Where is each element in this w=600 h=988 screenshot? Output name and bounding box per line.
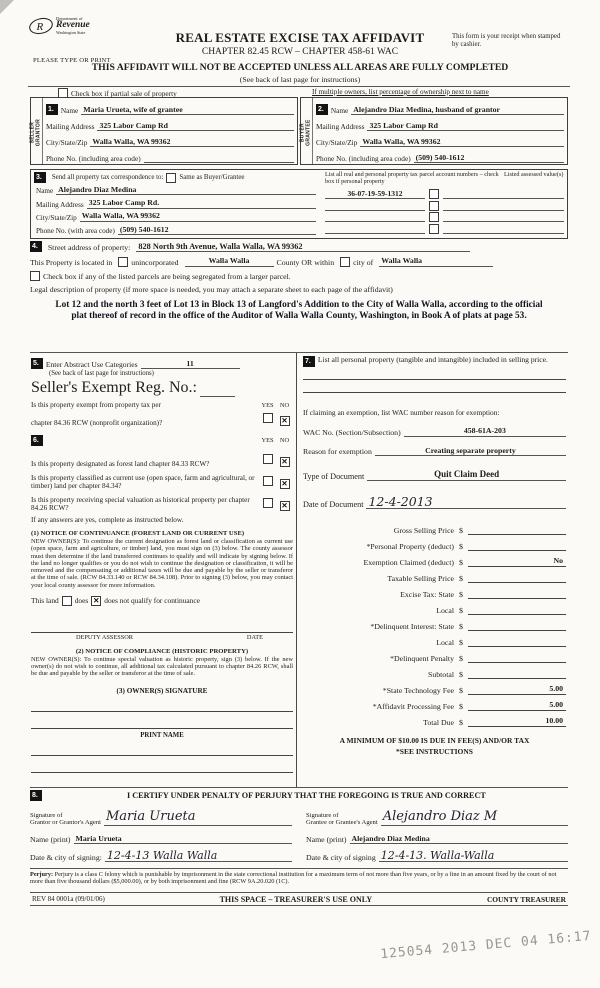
exempt-reg-label: Seller's Exempt Reg. No.: (31, 379, 197, 396)
grantor-signature-field[interactable]: Maria Urueta (104, 810, 292, 826)
date-label: DATE (246, 633, 263, 641)
personal-property-checkbox-4[interactable] (429, 224, 439, 234)
buyer-csz-label: City/State/Zip (316, 138, 358, 147)
no-header-6: NO (279, 437, 290, 445)
section-7-number: 7. (303, 356, 315, 367)
notice-compliance-title: (2) NOTICE OF COMPLIANCE (HISTORIC PROPERTY) (75, 647, 249, 655)
abstract-use-label: Enter Abstract Use Categories (45, 360, 138, 369)
money-label: *Delinquent Penalty (390, 653, 454, 663)
grantee-date-city-field[interactable]: 12-4-13. Walla-Walla (379, 850, 568, 862)
corr-phone-label: Phone No. (with area code) (36, 227, 115, 235)
section-1-number: 1. (46, 104, 58, 115)
forest-yes-checkbox[interactable] (263, 454, 273, 464)
seller-mail-label: Mailing Address (46, 122, 95, 131)
footer-bar (30, 892, 568, 906)
dollar-sign: $ (459, 605, 463, 615)
notice-compliance-body: NEW OWNER(S): To continue special valuation as historic property, sign (3) below. If the new owner(s) do not wish to continue, all additional tax calculated pursuant to chapter 84.26 RCW, shall be due and payable by the seller or transferor at the time of sale. (31, 655, 293, 678)
section-8 (30, 790, 568, 862)
delinquent-interest-state-field[interactable] (468, 630, 566, 631)
corr-csz-label: City/State/Zip (36, 213, 77, 222)
current-use-question: Is this property classified as current use (open space, farm and agricultural, or timber) land per chapter 84.34? (31, 473, 255, 490)
exemption-reason-field[interactable]: Creating separate property (375, 446, 566, 457)
subtotal-field[interactable] (468, 678, 566, 679)
grantee-word: GRANTEE (305, 119, 311, 146)
treasurer-space-label: THIS SPACE – TREASURER'S USE ONLY (219, 894, 373, 904)
assessed-value-field-4[interactable] (443, 233, 564, 234)
logo-state-text: Washington State (56, 29, 86, 35)
personal-property-checkbox-3[interactable] (429, 212, 439, 222)
same-as-buyer-label: Same as Buyer/Grantee (179, 174, 245, 182)
this-land-label: This land (31, 596, 59, 606)
notice-continuance-title: (1) NOTICE OF CONTINUANCE (FOREST LAND OR CURRENT USE) (31, 530, 245, 538)
abstract-use-field[interactable]: 11 (141, 359, 240, 370)
buyer-side-label (300, 105, 311, 161)
dollar-sign: $ (459, 541, 463, 551)
affidavit-processing-fee-field[interactable]: 5.00 (468, 700, 566, 711)
unincorporated-label: unincorporated (131, 257, 179, 267)
assessed-value-header: Listed assessed value(s) (504, 171, 564, 178)
owners-signature-title: (3) OWNER(S) SIGNATURE (116, 686, 208, 695)
city-checkbox[interactable] (340, 257, 350, 267)
segregated-checkbox[interactable] (30, 271, 40, 281)
unincorporated-checkbox[interactable] (118, 257, 128, 267)
buyer-phone-field[interactable]: (509) 540-1612 (414, 153, 564, 164)
county-field[interactable]: Walla Walla (185, 256, 274, 267)
owner-signature-line-1[interactable] (31, 695, 293, 712)
exemption-prompt: If claiming an exemption, list WAC number reason for exemption: (303, 408, 500, 417)
section-5-6-column (30, 353, 297, 787)
corr-name-field[interactable]: Alejandro Diaz Medina (56, 185, 316, 196)
money-label: Taxable Selling Price (387, 573, 454, 583)
forest-no-checkbox[interactable]: ✕ (281, 457, 288, 467)
dollar-sign: $ (459, 573, 463, 583)
county-treasurer-label: COUNTY TREASURER (486, 894, 566, 904)
section-5-number: 5. (31, 358, 43, 369)
exemption-claimed-field[interactable]: No (468, 556, 566, 567)
street-address-field[interactable]: 828 North 9th Avenue, Walla Walla, WA 99362 (136, 242, 470, 253)
historic-question: Is this property receiving special valuation as historical property per chapter 84.26 RCW? (31, 495, 250, 512)
seller-name-field[interactable]: Maria Urueta, wife of grantee (81, 105, 294, 116)
does-qualify-checkbox[interactable] (62, 596, 72, 606)
document-type-field[interactable]: Quit Claim Deed (367, 470, 566, 481)
buyer-mail-field[interactable]: 325 Labor Camp Rd (367, 121, 564, 132)
document-date-field[interactable]: 12-4-2013 (366, 495, 566, 509)
buyer-section (300, 97, 568, 165)
exempt-no-checkbox[interactable]: ✕ (281, 416, 288, 426)
excise-state-field[interactable] (468, 598, 566, 599)
parcel-number-field[interactable] (325, 233, 425, 234)
excise-local-field[interactable] (468, 614, 566, 615)
parcel-header: List all real and personal property tax parcel account numbers – check box if personal property (325, 171, 499, 185)
partial-sale-label: Check box if partial sale of property (71, 88, 177, 98)
does-label: does (74, 596, 89, 606)
seller-mail-field[interactable]: 325 Labor Camp Rd (97, 121, 294, 132)
seller-word: SELLER (29, 121, 36, 144)
legal-description-label: Legal description of property (if more space is needed, you may attach a separate sheet to each page of the affidavit) (30, 284, 393, 294)
money-label: Exemption Claimed (deduct) (363, 557, 454, 567)
document-type-label: Type of Document (303, 471, 365, 481)
state-technology-fee-field[interactable]: 5.00 (468, 684, 566, 695)
money-label: Gross Selling Price (393, 525, 454, 535)
continuance-qualify-row (31, 596, 293, 606)
historic-no-checkbox[interactable]: ✕ (281, 501, 288, 511)
grantor-date-city-label: Date & city of signing: (30, 853, 102, 862)
money-label: *Affidavit Processing Fee (372, 701, 454, 711)
corr-phone-field[interactable]: (509) 540-1612 (118, 225, 316, 236)
personal-property-checkbox-2[interactable] (429, 201, 439, 211)
located-in-label: This Property is located in (30, 257, 113, 267)
grantor-name-print-label: Name (print) (30, 835, 71, 844)
segregated-label: Check box if any of the listed parcels are being segregated from a larger parcel. (43, 271, 291, 281)
dollar-sign: $ (459, 525, 463, 535)
money-label: *State Technology Fee (382, 685, 454, 695)
exemption-reason-label: Reason for exemption (303, 447, 372, 456)
section-4-number: 4. (30, 241, 42, 252)
corr-name-label: Name (36, 187, 54, 196)
does-not-qualify-checkbox[interactable]: ✕ (93, 595, 100, 605)
corr-mail-field[interactable]: 325 Labor Camp Rd. (87, 198, 316, 209)
delinquent-penalty-field[interactable] (468, 662, 566, 663)
dollar-sign: $ (459, 653, 463, 663)
revenue-logo (28, 16, 90, 36)
street-address-label: Street address of property: (47, 243, 131, 252)
dollar-sign: $ (459, 637, 463, 647)
buyer-phone-label: Phone No. (including area code) (316, 154, 411, 163)
dollar-sign: $ (459, 589, 463, 599)
buyer-word: BUYER (299, 123, 306, 143)
personal-property-deduct-field[interactable] (468, 550, 566, 551)
section-8-number: 8. (30, 790, 42, 801)
perjury-notice (30, 868, 568, 885)
grantor-signature-block (30, 810, 292, 862)
money-label: Subtotal (428, 669, 454, 679)
section-3 (30, 169, 568, 239)
county-or-within-label: County OR within (276, 257, 335, 267)
seller-phone-field[interactable] (144, 162, 294, 163)
money-label: Local (436, 605, 454, 615)
personal-property-line-1[interactable] (303, 367, 566, 380)
form-revision-number: REV 84 0001a (09/01/06) (32, 895, 105, 903)
section-5-see-back: (See back of last page for instructions) (49, 370, 154, 377)
section-6-number: 6. (31, 435, 43, 446)
grantor-date-city-field[interactable]: 12-4-13 Walla Walla (105, 850, 292, 862)
city-of-label: city of (353, 257, 374, 267)
legal-description-text: Lot 12 and the north 3 feet of Lot 13 in Block 13 of Langford's Addition to the City of Walla Walla, according to the official plat thereof of record in the office of the Auditor of Walla Walla County, Washington, in Book A of plats at page 53. (55, 299, 543, 321)
seller-csz-field[interactable]: Walla Walla, WA 99362 (90, 137, 294, 148)
dollar-sign: $ (459, 557, 463, 567)
corr-csz-field[interactable]: Walla Walla, WA 99362 (80, 211, 316, 222)
money-label: *Personal Property (deduct) (366, 541, 454, 551)
parties-section (30, 97, 568, 165)
perjury-label: Perjury: (30, 871, 54, 878)
grantee-signature-block (306, 810, 568, 862)
document-date-label: Date of Document (303, 499, 364, 509)
cashier-stamp: 125054 2013 DEC 04 16:17 (379, 928, 593, 963)
grantee-signature-field[interactable]: Alejandro Diaz M (381, 810, 568, 826)
current-use-yes-checkbox[interactable] (263, 476, 273, 486)
city-field[interactable]: Walla Walla (379, 256, 493, 267)
minimum-fee-note: A MINIMUM OF $10.00 IS DUE IN FEE(S) AND/OR TAX (339, 735, 530, 745)
header-divider (28, 86, 570, 87)
wac-label: WAC No. (Section/Subsection) (303, 427, 401, 437)
exempt-reg-field[interactable] (200, 396, 235, 397)
seller-phone-label: Phone No. (including area code) (46, 154, 141, 163)
yes-header: YES (261, 402, 274, 410)
exempt-question-line1: Is this property exempt from property tax per (31, 401, 161, 409)
personal-property-checkbox-1[interactable] (429, 189, 439, 199)
wac-field[interactable]: 458-61A-203 (404, 426, 566, 437)
money-label: *Delinquent Interest: State (370, 621, 454, 631)
section-3-number: 3. (34, 172, 46, 183)
form-header (120, 30, 480, 57)
scan-corner-artifact (0, 0, 14, 14)
seller-csz-label: City/State/Zip (46, 138, 88, 147)
print-name-line-1[interactable] (31, 739, 293, 756)
grantee-name-print-field[interactable]: Alejandro Diaz Medina (350, 834, 569, 845)
seller-section (30, 97, 298, 165)
no-header: NO (279, 402, 290, 410)
sections-5-6-7 (30, 352, 568, 788)
notice-continuance-body: NEW OWNER(S): To continue the current designation as forest land or classification as current use (open space, farm and agriculture, or timber) land, you must sign on (3) below. The county assessor must then determine if the land transferred continues to qualify and will indicate by signing below. If the land no longer qualifies or you do not wish to continue the designation or classification, it will be removed and the compensating or additional taxes will be due and payable by the seller or transferor at the time of sale. (RCW 84.33.140 or RCW 84.34.108). Prior to signing (3) below, you may contact your local county assessor for more information. (31, 538, 293, 589)
exempt-yes-checkbox[interactable] (263, 413, 273, 423)
money-label: Excise Tax: State (400, 589, 454, 599)
parcel-number-field[interactable]: 36-07-19-59-1312 (325, 189, 425, 199)
form-title: REAL ESTATE EXCISE TAX AFFIDAVIT (175, 30, 425, 45)
grantee-name-print-label: Name (print) (306, 835, 347, 844)
dollar-sign: $ (459, 701, 463, 711)
print-name-label: PRINT NAME (140, 731, 184, 739)
section-3-correspondence (34, 172, 319, 236)
buyer-name-field[interactable]: Alejandro Diaz Medina, husband of grantor (351, 105, 564, 116)
logo-revenue-text: Revenue (56, 20, 90, 31)
grantee-date-city-label: Date & city of signing (306, 853, 376, 862)
please-type-label: PLEASE TYPE OR PRINT (33, 57, 111, 64)
historic-yes-checkbox[interactable] (263, 498, 273, 508)
svg-text:R: R (36, 21, 44, 33)
grantor-name-print-field[interactable]: Maria Urueta (74, 834, 293, 845)
logo-dept-text: Department of (56, 15, 83, 21)
section-2-number: 2. (316, 104, 328, 115)
see-back-note: (See back of last page for instructions) (239, 75, 361, 84)
send-correspondence-label: Send all property tax correspondence to: (51, 174, 164, 182)
form-chapter: CHAPTER 82.45 RCW – CHAPTER 458-61 WAC (201, 47, 399, 57)
buyer-name-label: Name (330, 106, 349, 115)
money-label: Local (436, 637, 454, 647)
owner-signature-line-2[interactable] (31, 712, 293, 729)
grantee-signature-label: Signature of Grantee or Grantee's Agent (306, 811, 378, 826)
dollar-sign: $ (459, 717, 463, 727)
does-not-label: does not qualify for continuance (104, 596, 200, 606)
grantor-word: GRANTOR (35, 118, 41, 147)
warning-line: THIS AFFIDAVIT WILL NOT BE ACCEPTED UNLESS ALL AREAS ARE FULLY COMPLETED (91, 62, 509, 73)
revenue-logo-icon (28, 16, 54, 36)
total-due-field[interactable]: 10.00 (468, 716, 566, 727)
exempt-question-line2: chapter 84.36 RCW (nonprofit organization)? (31, 419, 163, 427)
seller-name-label: Name (60, 106, 79, 115)
yes-header-6: YES (261, 437, 274, 445)
print-name-line-2[interactable] (31, 756, 293, 773)
multiple-owners-note: If multiple owners, list percentage of ownership next to name (312, 88, 489, 96)
section-4 (30, 241, 568, 323)
corr-mail-label: Mailing Address (36, 200, 84, 209)
forest-land-question: Is this property designated as forest land chapter 84.33 RCW? (31, 460, 210, 468)
buyer-csz-field[interactable]: Walla Walla, WA 99362 (360, 137, 564, 148)
parcel-numbers-area (319, 172, 564, 236)
dollar-sign: $ (459, 621, 463, 631)
section-7-column (297, 353, 568, 787)
dollar-sign: $ (459, 685, 463, 695)
receipt-note: This form is your receipt when stamped by cashier. (452, 33, 561, 48)
gross-selling-price-field[interactable] (468, 534, 566, 535)
same-as-buyer-checkbox[interactable] (166, 173, 176, 183)
money-label: Total Due (423, 717, 454, 727)
excise-tax-table (303, 519, 566, 727)
dollar-sign: $ (459, 669, 463, 679)
see-instructions-note: *SEE INSTRUCTIONS (396, 746, 473, 756)
buyer-mail-label: Mailing Address (316, 122, 365, 131)
delinquent-interest-local-field[interactable] (468, 646, 566, 647)
perjury-text: Perjury is a class C felony which is punishable by imprisonment in the state correctional institution for a maximum term of not more than five years, or by a fine in an amount fixed by the court of not more than five thousand dollars ($5,000.00), or by both imprisonment and fine (RCW 9A.20.020 (1C). (30, 871, 557, 886)
personal-property-line-2[interactable] (303, 380, 566, 393)
current-use-no-checkbox[interactable]: ✕ (281, 479, 288, 489)
personal-property-intro: List all personal property (tangible and intangible) included in selling price. (317, 355, 548, 364)
exempt-question (31, 401, 293, 427)
if-yes-note: If any answers are yes, complete as instructed below. (31, 516, 184, 525)
taxable-selling-price-field[interactable] (468, 582, 566, 583)
seller-side-label (30, 105, 41, 161)
grantor-signature-label: Signature of Grantor or Grantor's Agent (30, 811, 101, 826)
deputy-assessor-label: DEPUTY ASSESSOR (76, 633, 133, 641)
certify-statement: I CERTIFY UNDER PENALTY OF PERJURY THAT THE FOREGOING IS TRUE AND CORRECT (127, 791, 486, 800)
